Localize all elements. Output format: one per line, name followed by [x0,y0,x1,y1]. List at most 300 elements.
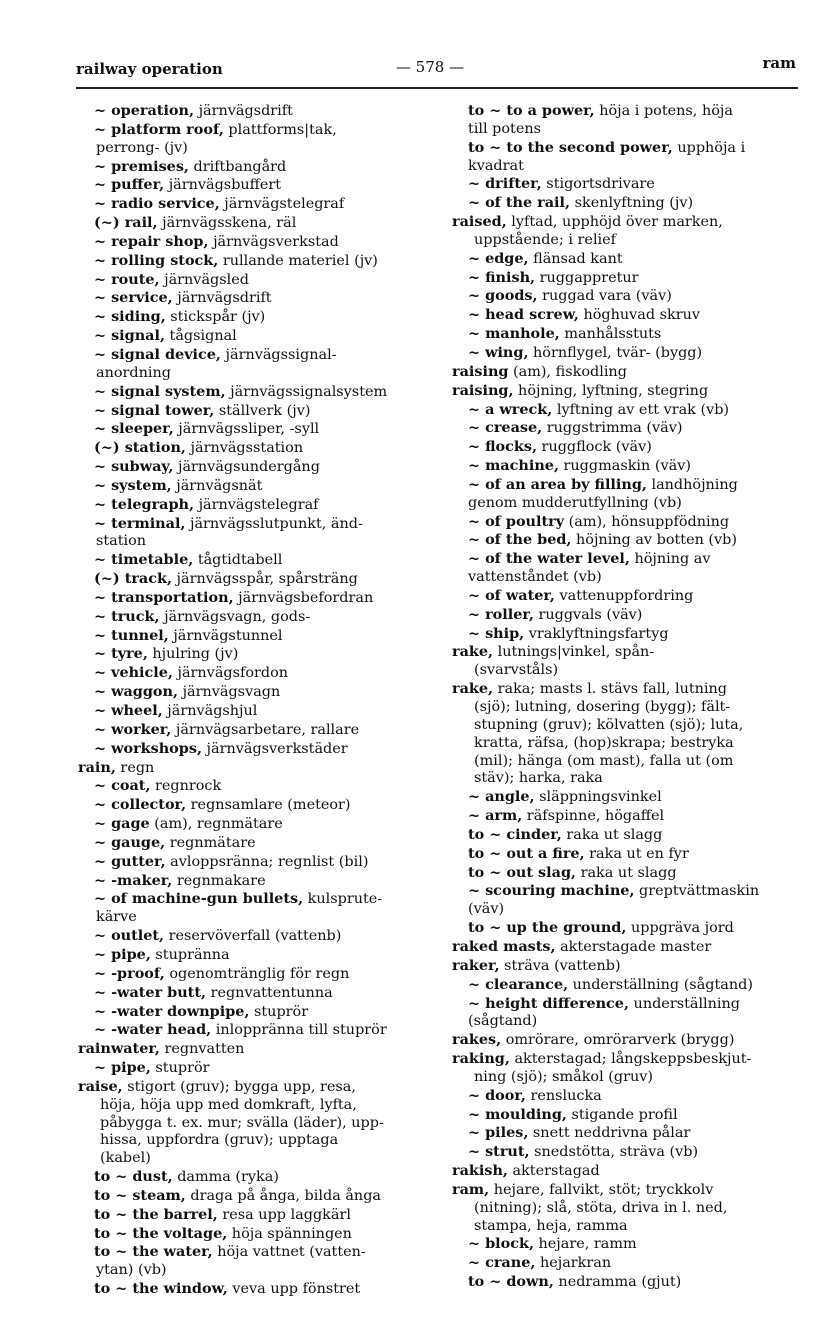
swung-dash-prefix: to ~ [468,138,507,156]
swung-dash-prefix: (~) [94,439,125,457]
sub-entry [78,439,430,458]
definition: raka ut en fyr [584,845,689,862]
sub-entry [452,587,800,606]
swung-dash-prefix: (~) [94,570,125,588]
swung-dash-prefix: ~ [94,102,112,119]
swung-dash-prefix: ~ [468,807,486,825]
definition: järnvägsdrift [172,290,272,307]
definition: resa upp laggkärl [217,1206,351,1223]
definition: hejarkran [535,1255,612,1272]
sub-headword: up the ground, [506,919,627,937]
headword-entry [78,759,430,778]
sub-headword: strut, [485,1143,530,1161]
sub-headword: rail, [124,214,158,232]
definition: upphöja i [672,139,746,156]
sub-headword: to the second power, [506,138,673,156]
swung-dash-prefix: ~ [94,157,112,175]
definition: nedramma (gjut) [553,1274,682,1291]
swung-dash-prefix: ~ [94,588,112,606]
sub-headword: premises, [111,157,189,175]
definition: järnvägsstation [185,440,304,457]
swung-dash-prefix: to ~ [468,844,507,862]
sub-headword: puffer, [111,176,165,194]
right-column [452,102,800,1292]
swung-dash-prefix: ~ [94,251,112,269]
swung-dash-prefix: ~ [468,788,486,806]
swung-dash-prefix: ~ [94,551,112,569]
definition-continuation: kvadrat [468,157,524,174]
definition: järnvägssignal- [220,346,337,363]
swung-dash-prefix: ~ [468,194,486,212]
swung-dash-prefix: to ~ [94,1243,133,1261]
definition-continuation: påbygga t. ex. mur; svälla (läder), upp- [100,1114,384,1131]
definition-continuation: höja, höja upp med domkraft, lyfta, [100,1096,357,1113]
definition: järnvägsspår, spårsträng [171,571,358,588]
definition: snett neddrivna pålar [528,1125,691,1142]
swung-dash-prefix: ~ [94,1002,112,1020]
swung-dash-prefix: ~ [468,1086,486,1104]
definition: järnvägshjul [162,703,258,719]
definition: sträva (vattenb) [499,957,621,974]
sub-headword: finish, [485,268,536,286]
headword: raked masts, [452,937,556,955]
swung-dash-prefix: ~ [468,438,486,456]
sub-entry [78,176,430,195]
swung-dash-prefix: ~ [94,401,112,419]
sub-entry [78,608,430,627]
definition-continuation: (nitning); slå, stöta, driva in l. ned, [474,1199,728,1216]
swung-dash-prefix: to ~ [94,1168,133,1186]
sub-entry [78,872,430,891]
sub-headword: pipe, [111,945,151,963]
swung-dash-prefix: ~ [468,624,486,642]
sub-entry [452,788,800,807]
definition: skenlyftning (jv) [570,195,694,212]
sub-entry [78,740,430,759]
definition-continuation: stupning (gruv); kölvatten (sjö); luta, [474,716,744,733]
sub-entry [78,496,430,515]
swung-dash-prefix: ~ [94,645,112,663]
definition: reservöverfall (vattenb) [164,928,342,945]
sub-entry [78,890,430,909]
sub-entry [452,826,800,845]
sub-entry [452,401,800,420]
sub-entry [78,853,430,872]
sub-headword: clearance, [485,975,569,993]
swung-dash-prefix: to ~ [94,1205,133,1223]
sub-entry [78,420,430,439]
definition: vattenuppfordring [554,587,694,604]
sub-headword: head screw, [485,306,579,324]
headword-entry [452,1162,800,1181]
headword-entry [452,1031,800,1050]
swung-dash-prefix: to ~ [94,1186,133,1204]
sub-entry [452,438,800,457]
sub-entry [78,308,430,327]
swung-dash-prefix: to ~ [94,1224,133,1242]
swung-dash-prefix: ~ [94,270,112,288]
definition-continuation: (svarvståls) [474,662,559,679]
sub-headword: repair shop, [111,232,209,250]
sub-entry [78,1021,430,1040]
sub-headword: -water head, [111,1021,212,1039]
sub-headword: of the water level, [485,550,630,568]
definition: ogenomtränglig för regn [164,965,350,982]
sub-headword: ship, [485,624,525,642]
swung-dash-prefix: ~ [468,1254,486,1272]
definition: raka ut slagg [576,864,677,881]
definition: höja spänningen [227,1225,352,1242]
definition: rullande materiel (jv) [218,252,378,269]
definition: ruggstrimma (väv) [542,420,683,437]
sub-headword: truck, [111,607,160,625]
sub-entry [78,796,430,815]
swung-dash-prefix: ~ [94,964,112,982]
definition: stupränna [150,946,230,963]
sub-entry [452,250,800,269]
sub-headword: service, [111,289,173,307]
sub-entry [78,1187,430,1206]
headword-entry [452,1181,800,1200]
definition: hjulring (jv) [147,646,239,663]
swung-dash-prefix: ~ [468,400,486,418]
headword-entry [452,680,800,699]
sub-entry [452,864,800,883]
sub-entry [78,721,430,740]
swung-dash-prefix: ~ [468,475,486,493]
swung-dash-prefix: to ~ [468,102,507,119]
sub-headword: signal system, [111,382,226,400]
swung-dash-prefix: to ~ [468,1273,507,1291]
sub-entry [78,927,430,946]
sub-entry [78,158,430,177]
swung-dash-prefix: ~ [94,327,112,345]
sub-entry [78,965,430,984]
sub-entry [78,815,430,834]
definition: järnvägssignalsystem [225,383,388,400]
swung-dash-prefix: ~ [94,514,112,532]
swung-dash-prefix: ~ [94,777,112,795]
definition: järnvägsskena, räl [157,215,297,232]
definition: höghuvad skruv [578,307,701,324]
definition: raka ut slagg [561,826,663,843]
definition: omrörare, omrörarverk (brygg) [501,1032,735,1049]
swung-dash-prefix: ~ [94,1059,112,1077]
sub-headword: dust, [132,1168,173,1186]
sub-headword: steam, [132,1186,186,1204]
definition: järnvägsfordon [172,665,289,682]
headword: rake, [452,643,494,661]
sub-entry [452,1254,800,1273]
sub-headword: gauge, [111,833,166,851]
definition-continuation: (sjö); lutning, dosering (bygg); fält- [474,699,731,715]
sub-headword: arm, [485,807,523,825]
definition-continuation: (kabel) [100,1150,151,1167]
definition: räfspinne, högaffel [522,808,665,825]
definition: veva upp fönstret [227,1281,361,1298]
swung-dash-prefix: ~ [94,890,112,908]
sub-headword: siding, [111,308,166,326]
sub-headword: wheel, [111,702,163,719]
swung-dash-prefix: ~ [94,232,112,250]
swung-dash-prefix: ~ [94,664,112,682]
headword: raising, [452,381,514,399]
sub-entry [78,834,430,853]
definition-continuation: genom mudderutfyllning (vb) [468,494,682,511]
sub-headword: telegraph, [111,495,195,513]
sub-headword: wing, [485,343,529,361]
swung-dash-prefix: ~ [468,268,486,286]
headword: raised, [452,213,507,231]
definition: järnvägsvagn, gods- [159,608,311,625]
headword-entry [452,957,800,976]
definition-continuation: hissa, uppfordra (gruv); upptaga [100,1132,339,1149]
headword: rakes, [452,1031,502,1049]
definition: järnvägssliper, -syll [173,421,320,438]
definition: stuprör [249,1003,309,1020]
definition: underställning (sågtand) [568,976,753,993]
definition-continuation: ning (sjö); småkol (gruv) [474,1068,653,1085]
sub-entry [452,1143,800,1162]
sub-headword: signal device, [111,345,221,363]
sub-entry [452,531,800,550]
sub-entry [78,515,430,534]
definition-continuation: stampa, heja, ramma [474,1217,628,1234]
sub-entry [452,625,800,644]
sub-headword: platform roof, [111,120,224,138]
sub-headword: outlet, [111,927,165,945]
definition: regnsamlare (meteor) [186,797,351,814]
sub-entry [78,1003,430,1022]
sub-entry [78,1243,430,1262]
swung-dash-prefix: ~ [468,343,486,361]
swung-dash-prefix: ~ [94,702,112,719]
sub-entry [78,289,430,308]
definition-continuation: kärve [96,909,137,926]
sub-headword: of poultry [485,512,565,530]
sub-headword: to a power, [506,102,595,119]
sub-entry [78,1168,430,1187]
sub-entry [452,995,800,1014]
sub-entry [452,287,800,306]
sub-entry [452,344,800,363]
sub-headword: gage [111,815,150,833]
swung-dash-prefix: ~ [94,720,112,738]
definition-continuation: till potens [468,120,541,137]
sub-entry [452,269,800,288]
sub-headword: of the bed, [485,531,572,549]
headword-entry [452,213,800,232]
sub-headword: out slag, [506,863,577,881]
definition: regn [115,759,155,776]
headword: raise, [78,1077,123,1095]
sub-headword: pipe, [111,1059,151,1077]
definition: stuprör [150,1060,210,1077]
definition: stickspår (jv) [165,309,266,326]
sub-headword: worker, [111,720,172,738]
sub-entry [452,1273,800,1292]
swung-dash-prefix: ~ [94,626,112,644]
definition: höjning av [629,551,711,568]
definition: regnmätare [165,834,256,851]
sub-headword: signal tower, [111,401,215,419]
headword: ram, [452,1180,490,1198]
definition: manhålsstuts [559,326,662,343]
sub-entry [78,477,430,496]
swung-dash-prefix: ~ [94,983,112,1001]
definition-continuation: (sågtand) [468,1013,538,1030]
headword-entry [78,1040,430,1059]
definition: akterstagade master [555,938,712,955]
swung-dash-prefix: ~ [94,927,112,945]
sub-entry [78,1206,430,1225]
headword: rain, [78,758,116,776]
sub-entry [78,271,430,290]
swung-dash-prefix: ~ [468,882,486,900]
definition: lutnings|vinkel, spån- [493,644,655,661]
swung-dash-prefix: ~ [468,419,486,437]
sub-headword: block, [485,1235,534,1253]
headword-entry [452,938,800,957]
swung-dash-prefix: ~ [468,1235,486,1253]
sub-entry [452,1087,800,1106]
sub-headword: -water butt, [111,983,206,1001]
definition: höja vattnet (vatten- [212,1244,366,1261]
sub-entry [78,664,430,683]
definition: greptvättmaskin [634,883,760,900]
definition: lyftning av ett vrak (vb) [552,401,730,418]
definition: (am), fiskodling [508,363,627,380]
headword-entry [452,643,800,662]
definition: regnvattentunna [206,984,333,1001]
swung-dash-prefix: ~ [468,1105,486,1123]
definition: stigande profil [566,1106,678,1123]
swung-dash-prefix: ~ [94,683,112,701]
definition: damma (ryka) [172,1169,279,1186]
swung-dash-prefix: ~ [468,512,486,530]
swung-dash-prefix: ~ [94,739,112,757]
swung-dash-prefix: ~ [94,796,112,814]
sub-headword: waggon, [111,683,178,701]
swung-dash-prefix: ~ [468,994,486,1012]
definition: regnrock [150,778,222,795]
sub-headword: height difference, [485,994,629,1012]
definition: järnvägstunnel [168,627,283,644]
definition: renslucka [525,1087,602,1104]
sub-headword: route, [111,270,160,288]
sub-entry [78,589,430,608]
swung-dash-prefix: ~ [94,308,112,326]
sub-entry [452,976,800,995]
definition: akterstagad; långskeppsbeskjut- [509,1051,752,1068]
sub-entry [78,102,430,121]
swung-dash-prefix: ~ [94,852,112,870]
swung-dash-prefix: ~ [468,306,486,324]
headword: raking, [452,1050,510,1068]
sub-entry [452,606,800,625]
sub-headword: piles, [485,1124,529,1142]
definition: draga på ånga, bilda ånga [185,1187,381,1204]
sub-headword: tunnel, [111,626,169,644]
sub-entry [78,551,430,570]
sub-entry [452,476,800,495]
sub-headword: -proof, [111,964,165,982]
definition: järnvägsnät [171,477,263,494]
swung-dash-prefix: ~ [94,176,112,194]
swung-dash-prefix: ~ [94,607,112,625]
sub-entry [78,570,430,589]
definition: ruggflock (väv) [536,439,652,456]
definition: höjning, lyftning, stegring [513,382,709,399]
headword-entry [78,1078,430,1097]
sub-headword: scouring machine, [485,882,635,900]
headword: raker, [452,956,500,974]
sub-entry [78,327,430,346]
definition: hejare, ramm [533,1236,637,1253]
sub-entry [452,325,800,344]
sub-entry [78,645,430,664]
page-number: — 578 — [395,58,465,76]
sub-entry [452,306,800,325]
definition: järnvägsbefordran [233,589,374,606]
sub-headword: of an area by filling, [485,475,647,493]
swung-dash-prefix: to ~ [468,919,507,937]
definition: hörnflygel, tvär- (bygg) [528,344,703,361]
definition: landhöjning [646,476,738,493]
swung-dash-prefix: ~ [94,458,112,476]
sub-entry [452,1106,800,1125]
sub-entry [452,513,800,532]
sub-entry [78,1280,430,1299]
sub-entry [78,214,430,233]
sub-headword: of the rail, [485,194,571,212]
definition: järnvägsdrift [194,103,293,119]
swung-dash-prefix: to ~ [468,863,507,881]
sub-entry [78,702,430,721]
swung-dash-prefix: (~) [94,214,125,232]
definition: ruggad vara (väv) [537,288,672,305]
sub-entry [78,946,430,965]
definition: ruggappretur [535,269,639,286]
definition: järnvägsled [159,271,249,288]
sub-entry [452,919,800,938]
sub-headword: the barrel, [132,1205,218,1223]
definition: akterstagad [507,1163,600,1180]
definition: höjning av botten (vb) [571,532,738,549]
swung-dash-prefix: ~ [94,833,112,851]
sub-entry [78,683,430,702]
definition: stigort (gruv); bygga upp, resa, [122,1078,356,1095]
definition-continuation: perrong- (jv) [96,139,188,156]
sub-entry [78,383,430,402]
definition: kulsprute- [303,891,383,908]
definition-continuation: (väv) [468,901,505,918]
left-column [78,102,430,1299]
definition-continuation: ytan) (vb) [96,1262,167,1279]
sub-entry [78,1225,430,1244]
sub-headword: moulding, [485,1105,567,1123]
sub-headword: track, [124,570,172,588]
definition: släppningsvinkel [534,789,662,806]
swung-dash-prefix: ~ [468,605,486,623]
sub-entry [452,807,800,826]
sub-headword: angle, [485,788,535,806]
headword: raising [452,362,509,380]
sub-headword: out a fire, [506,844,585,862]
header-guide-word-right: ram [762,54,796,72]
sub-headword: of machine-gun bullets, [111,890,304,908]
swung-dash-prefix: ~ [94,495,112,513]
